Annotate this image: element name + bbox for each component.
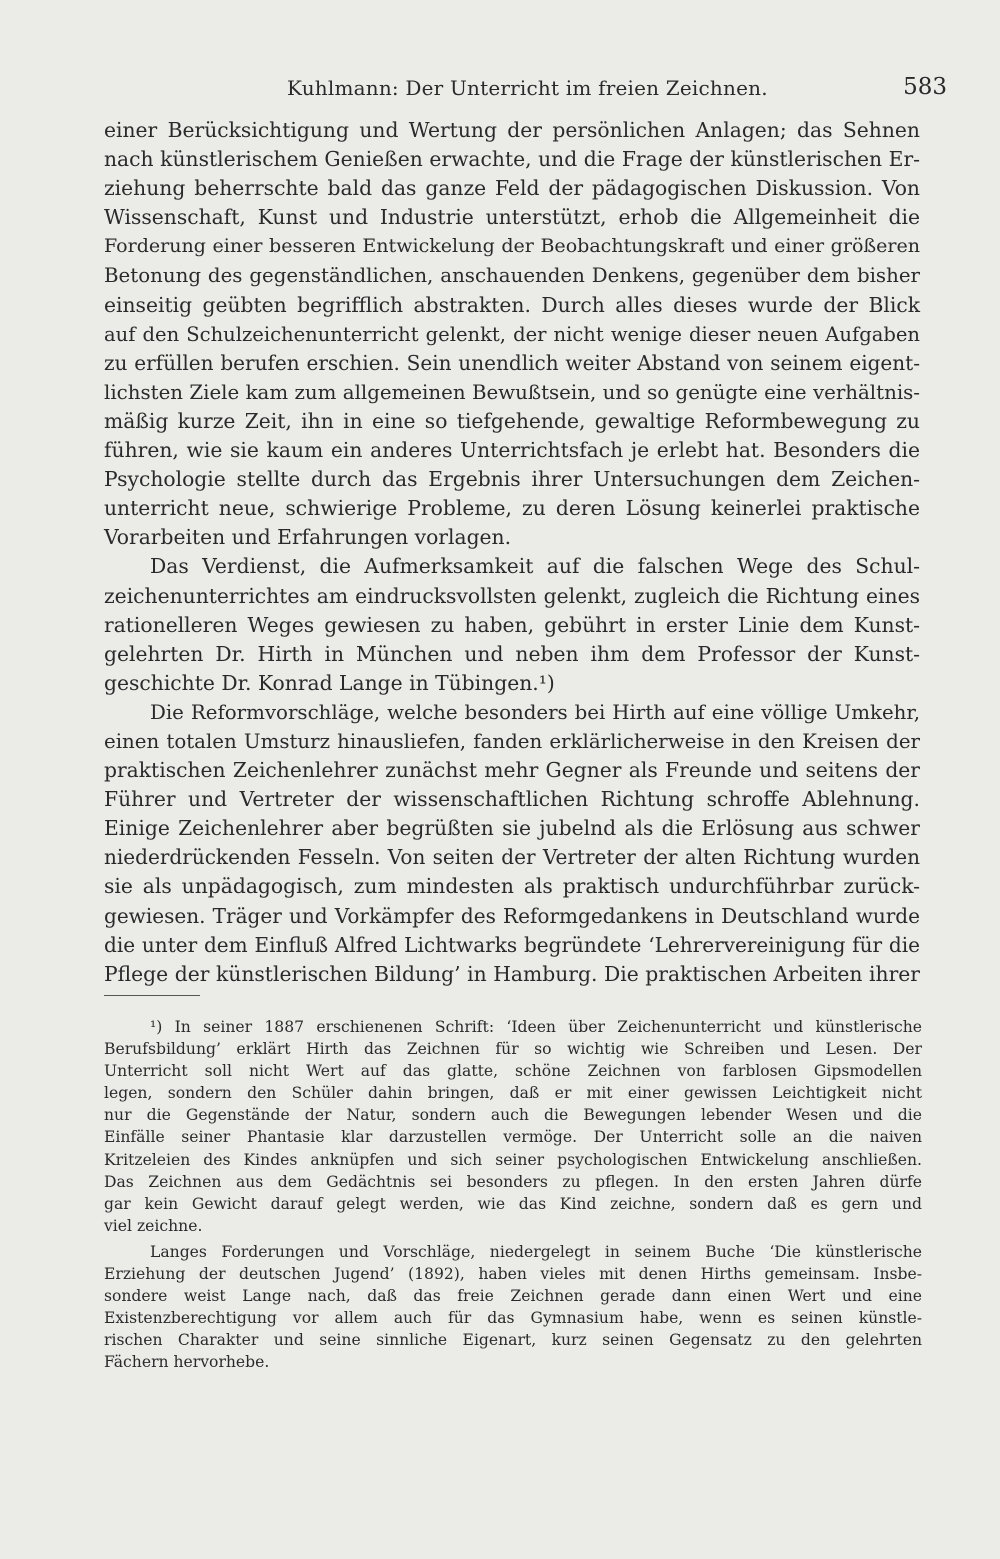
text-line: einseitig geübten begrifflich abstrakten. Durch alles dieses wurde der Blick <box>104 292 920 317</box>
running-header <box>287 74 947 106</box>
footnote-line: Berufsbildung’ erklärt Hirth das Zeichnen für so wichtig wie Schreiben und Lesen. Der <box>104 1040 922 1059</box>
text-line: auf den Schulzeichenunterricht gelenkt, der nicht wenige dieser neuen Aufgaben <box>104 322 920 346</box>
page-number: 583 <box>903 74 947 100</box>
text-line: die unter dem Einfluß Alfred Lichtwarks begründete ‘Lehrervereinigung für die <box>104 932 920 957</box>
footnote-line: ¹) In seiner 1887 erschienenen Schrift: ‘Ideen über Zeichenunterricht und künstlerische <box>150 1018 922 1036</box>
text-line: lichsten Ziele kam zum allgemeinen Bewußtsein, und so genügte eine verhältnis- <box>104 380 920 404</box>
footnote-line: Kritzeleien des Kindes anknüpfen und sich seiner psychologischen Entwickelung anschließen. <box>104 1150 922 1169</box>
footnote-line: legen, sondern den Schüler dahin bringen, daß er mit einer gewissen Leichtigkeit nicht <box>104 1084 922 1103</box>
text-line: gewiesen. Träger und Vorkämpfer des Reformgedankens in Deutschland wurde <box>104 903 920 928</box>
text-line: Das Verdienst, die Aufmerksamkeit auf die falschen Wege des Schul- <box>150 554 920 579</box>
main-text <box>104 116 920 989</box>
footnote-line: Einfälle seiner Phantasie klar darzustellen vermöge. Der Unterricht solle an die naiven <box>104 1128 922 1147</box>
footnote-line: Unterricht soll nicht Wert auf das glatte, schöne Zeichnen von farblosen Gipsmodellen <box>104 1062 922 1081</box>
footnote-line: nur die Gegenstände der Natur, sondern auch die Bewegungen lebender Wesen und die <box>104 1106 922 1125</box>
text-line: geschichte Dr. Konrad Lange in Tübingen.¹) <box>104 670 555 695</box>
footnote-line: Existenzberechtigung vor allem auch für das Gymnasium habe, wenn es seinen künstle- <box>104 1309 922 1328</box>
footnote-line: rischen Charakter und seine sinnliche Eigenart, kurz seinen Gegensatz zu den gelehrten <box>104 1331 922 1350</box>
text-line: führen, wie sie kaum ein anderes Unterrichtsfach je erlebt hat. Besonders die <box>104 438 920 463</box>
text-line: Forderung einer besseren Entwickelung der Beobachtungskraft und einer größeren <box>104 235 920 258</box>
text-line: niederdrückenden Fesseln. Von seiten der Vertreter der alten Richtung wurden <box>104 845 920 870</box>
text-line: gelehrten Dr. Hirth in München und neben ihm dem Professor der Kunst- <box>104 641 920 666</box>
text-line: ziehung beherrschte bald das ganze Feld der pädagogischen Diskussion. Von <box>104 176 920 201</box>
footnote-line: Fächern hervorhebe. <box>104 1353 270 1372</box>
footnote-line: Erziehung der deutschen Jugend’ (1892), haben vieles mit denen Hirths gemeinsam. Insbe- <box>104 1265 922 1284</box>
footnotes <box>104 1016 922 1374</box>
text-line: zeichenunterrichtes am eindrucksvollsten gelenkt, zugleich die Richtung eines <box>104 583 920 608</box>
text-line: einen totalen Umsturz hinausliefen, fanden erklärlicherweise in den Kreisen der <box>104 729 920 753</box>
text-line: rationelleren Weges gewiesen zu haben, gebührt in erster Linie dem Kunst- <box>104 612 920 637</box>
text-line: mäßig kurze Zeit, ihn in eine so tiefgehende, gewaltige Reformbewegung zu <box>104 408 920 433</box>
text-line: nach künstlerischem Genießen erwachte, und die Frage der künstlerischen Er- <box>104 147 920 172</box>
text-line: zu erfüllen berufen erschien. Sein unendlich weiter Abstand von seinem eigent- <box>104 350 920 375</box>
text-line: einer Berücksichtigung und Wertung der persönlichen Anlagen; das Sehnen <box>104 118 920 142</box>
text-line: Einige Zeichenlehrer aber begrüßten sie jubelnd als die Erlösung aus schwer <box>104 816 920 841</box>
footnote-line: Das Zeichnen aus dem Gedächtnis sei besonders zu pflegen. In den ersten Jahren dürfe <box>104 1172 922 1191</box>
footnote-line: gar kein Gewicht darauf gelegt werden, wie das Kind zeichne, sondern daß es gern und <box>104 1194 922 1213</box>
text-line: Pflege der künstlerischen Bildung’ in Hamburg. Die praktischen Arbeiten ihrer <box>104 961 920 986</box>
text-line: Psychologie stellte durch das Ergebnis ihrer Untersuchungen dem Zeichen- <box>104 467 920 492</box>
footnote-line: Langes Forderungen und Vorschläge, niedergelegt in seinem Buche ‘Die künstlerische <box>150 1242 922 1261</box>
text-line: praktischen Zeichenlehrer zunächst mehr Gegner als Freunde und seitens der <box>104 758 920 783</box>
footnote-line: viel zeichne. <box>104 1216 203 1235</box>
text-line: Vorarbeiten und Erfahrungen vorlagen. <box>104 525 512 550</box>
text-line: unterricht neue, schwierige Probleme, zu deren Lösung keinerlei praktische <box>104 496 920 521</box>
text-line: Wissenschaft, Kunst und Industrie unterstützt, erhob die Allgemeinheit die <box>104 205 920 230</box>
footnote-line: sondere weist Lange nach, daß das freie Zeichnen gerade dann einen Wert und eine <box>104 1287 922 1306</box>
text-line: Führer und Vertreter der wissenschaftlichen Richtung schroffe Ablehnung. <box>104 787 920 812</box>
text-line: sie als unpädagogisch, zum mindesten als praktisch undurchführbar zurück- <box>104 874 920 899</box>
text-line: Betonung des gegenständlichen, anschauenden Denkens, gegenüber dem bisher <box>104 264 920 288</box>
footnote-separator <box>104 995 200 996</box>
text-line: Die Reformvorschläge, welche besonders bei Hirth auf eine völlige Umkehr, <box>150 700 920 724</box>
running-title: Kuhlmann: Der Unterricht im freien Zeichnen. <box>287 76 768 100</box>
